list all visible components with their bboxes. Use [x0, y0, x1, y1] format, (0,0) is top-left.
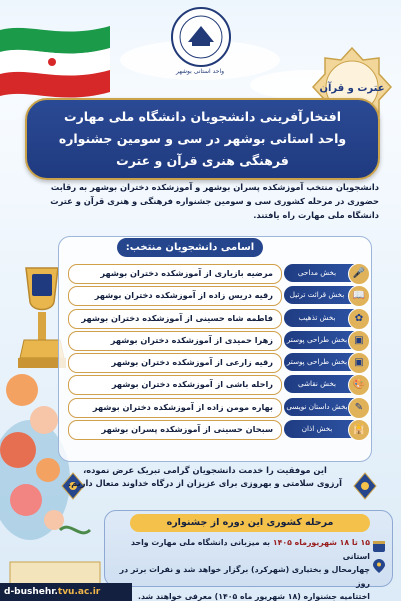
mic-icon: 🎤	[348, 263, 370, 285]
title-line-2: واحد استانی بوشهر در سی و سومین جشنواره	[58, 131, 347, 146]
student-name: زهرا حمیدی از آموزشکده دختران بوشهر	[68, 331, 282, 351]
student-name: راحله باشی از آموزشکده دختران بوشهر	[68, 375, 282, 395]
congratulations-text	[60, 464, 350, 490]
location-pin-icon	[373, 559, 385, 573]
national-stage-heading: مرحله کشوری این دوره از جشنواره	[130, 514, 370, 532]
list-item	[68, 286, 368, 304]
student-name: سبحان حسینی از آموزشکده پسران بوشهر	[68, 420, 282, 440]
poster-icon: ▣	[348, 352, 370, 374]
intro-text: دانشجویان منتخب آموزشکده پسران بوشهر و آموزشکده دختران بوشهر به رقابت حضوری در مرحله کشوری سی و سومین جشنواره فرهنگی و هنری قرآن و عترت دانشگاه ملی مهارت راه یافتند.	[50, 182, 379, 220]
pen-icon: ✎	[348, 397, 370, 419]
category-label: بخش مداحی	[297, 268, 337, 277]
logo-caption: واحد استانی بوشهر	[175, 68, 225, 75]
student-name: فاطمه شاه حسینی از آموزشکده دختران بوشهر	[68, 309, 282, 329]
category-label: بخش داستان نویسی	[286, 401, 348, 411]
category-badge	[284, 331, 368, 349]
congratulations-line-1: این موفقیت را خدمت دانشجویان گرامی تبریک عرض نموده،	[83, 465, 327, 475]
title-line-1: افتخارآفرینی دانشجویان دانشگاه ملی مهارت	[64, 109, 341, 124]
url-prefix: d-bushehr.	[4, 587, 58, 597]
emblem-text: عترت و قرآن	[319, 83, 385, 94]
category-badge	[284, 264, 368, 282]
calendar-icon	[372, 539, 386, 553]
palette-icon: 🎨	[348, 374, 370, 396]
student-name: رقیه دریس زاده از آموزشکده دختران بوشهر	[68, 286, 282, 306]
category-badge	[284, 398, 368, 416]
national-stage-line-1	[112, 536, 370, 563]
student-name: مرضیه بازیاری از آموزشکده دختران بوشهر	[68, 264, 282, 284]
poster-icon: ▣	[348, 330, 370, 352]
national-stage-line-2: چهارمحال و بختیاری (شهرکرد) برگزار خواهد شد و نفرات برتر در روز	[119, 565, 370, 588]
title-line-3: فرهنگی هنری قرآن و عترت	[116, 153, 289, 168]
national-stage-line-3: اختتامیه جشنواره (۱۸ شهریور ماه ۱۴۰۵) معرفی خواهند شد.	[138, 592, 370, 601]
category-label: بخش طراحی پوستر	[286, 357, 348, 367]
category-badge	[284, 309, 368, 327]
ornament-icon: ✿	[348, 308, 370, 330]
list-item	[68, 375, 368, 393]
student-name: بهاره مومن زاده از آموزشکده دختران بوشهر	[68, 398, 282, 418]
university-logo-icon	[170, 6, 232, 68]
list-item	[68, 309, 368, 327]
category-label: بخش تذهیب	[298, 312, 336, 322]
national-stage-host: به میزبانی دانشگاه ملی مهارت واحد استانی	[130, 538, 370, 561]
list-item	[68, 420, 368, 438]
national-stage-date: ۱۵ تا ۱۸ شهریورماه ۱۴۰۵	[272, 538, 370, 547]
category-badge	[284, 286, 368, 304]
list-item	[68, 398, 368, 416]
category-label: بخش اذان	[301, 424, 333, 434]
selected-students-list	[68, 264, 368, 442]
lantern-icon	[353, 472, 377, 500]
category-badge	[284, 353, 368, 371]
title-banner	[25, 98, 380, 180]
mosque-icon: 🕌	[348, 419, 370, 441]
list-item	[68, 264, 368, 282]
student-name: رقیه زارعی از آموزشکده دختران بوشهر	[68, 353, 282, 373]
iran-flag-icon	[0, 22, 120, 102]
category-label: بخش قرائت ترتیل	[289, 290, 345, 300]
list-item	[68, 353, 368, 371]
category-label: بخش طراحی پوستر	[286, 334, 348, 344]
national-stage-text	[112, 536, 370, 601]
selected-students-heading: اسامی دانشجویان منتخب:	[117, 238, 263, 257]
quran-icon: 📖	[348, 285, 370, 307]
website-url[interactable]	[0, 583, 132, 601]
category-label: بخش نقاشی	[298, 379, 336, 389]
category-badge	[284, 375, 368, 393]
congratulations-line-2: آرزوی سلامتی و بهروزی برای عزیزان از درگاه خداوند متعال داریم.	[68, 478, 342, 488]
category-badge	[284, 420, 368, 438]
list-item	[68, 331, 368, 349]
url-suffix: tvu.ac.ir	[57, 587, 101, 597]
